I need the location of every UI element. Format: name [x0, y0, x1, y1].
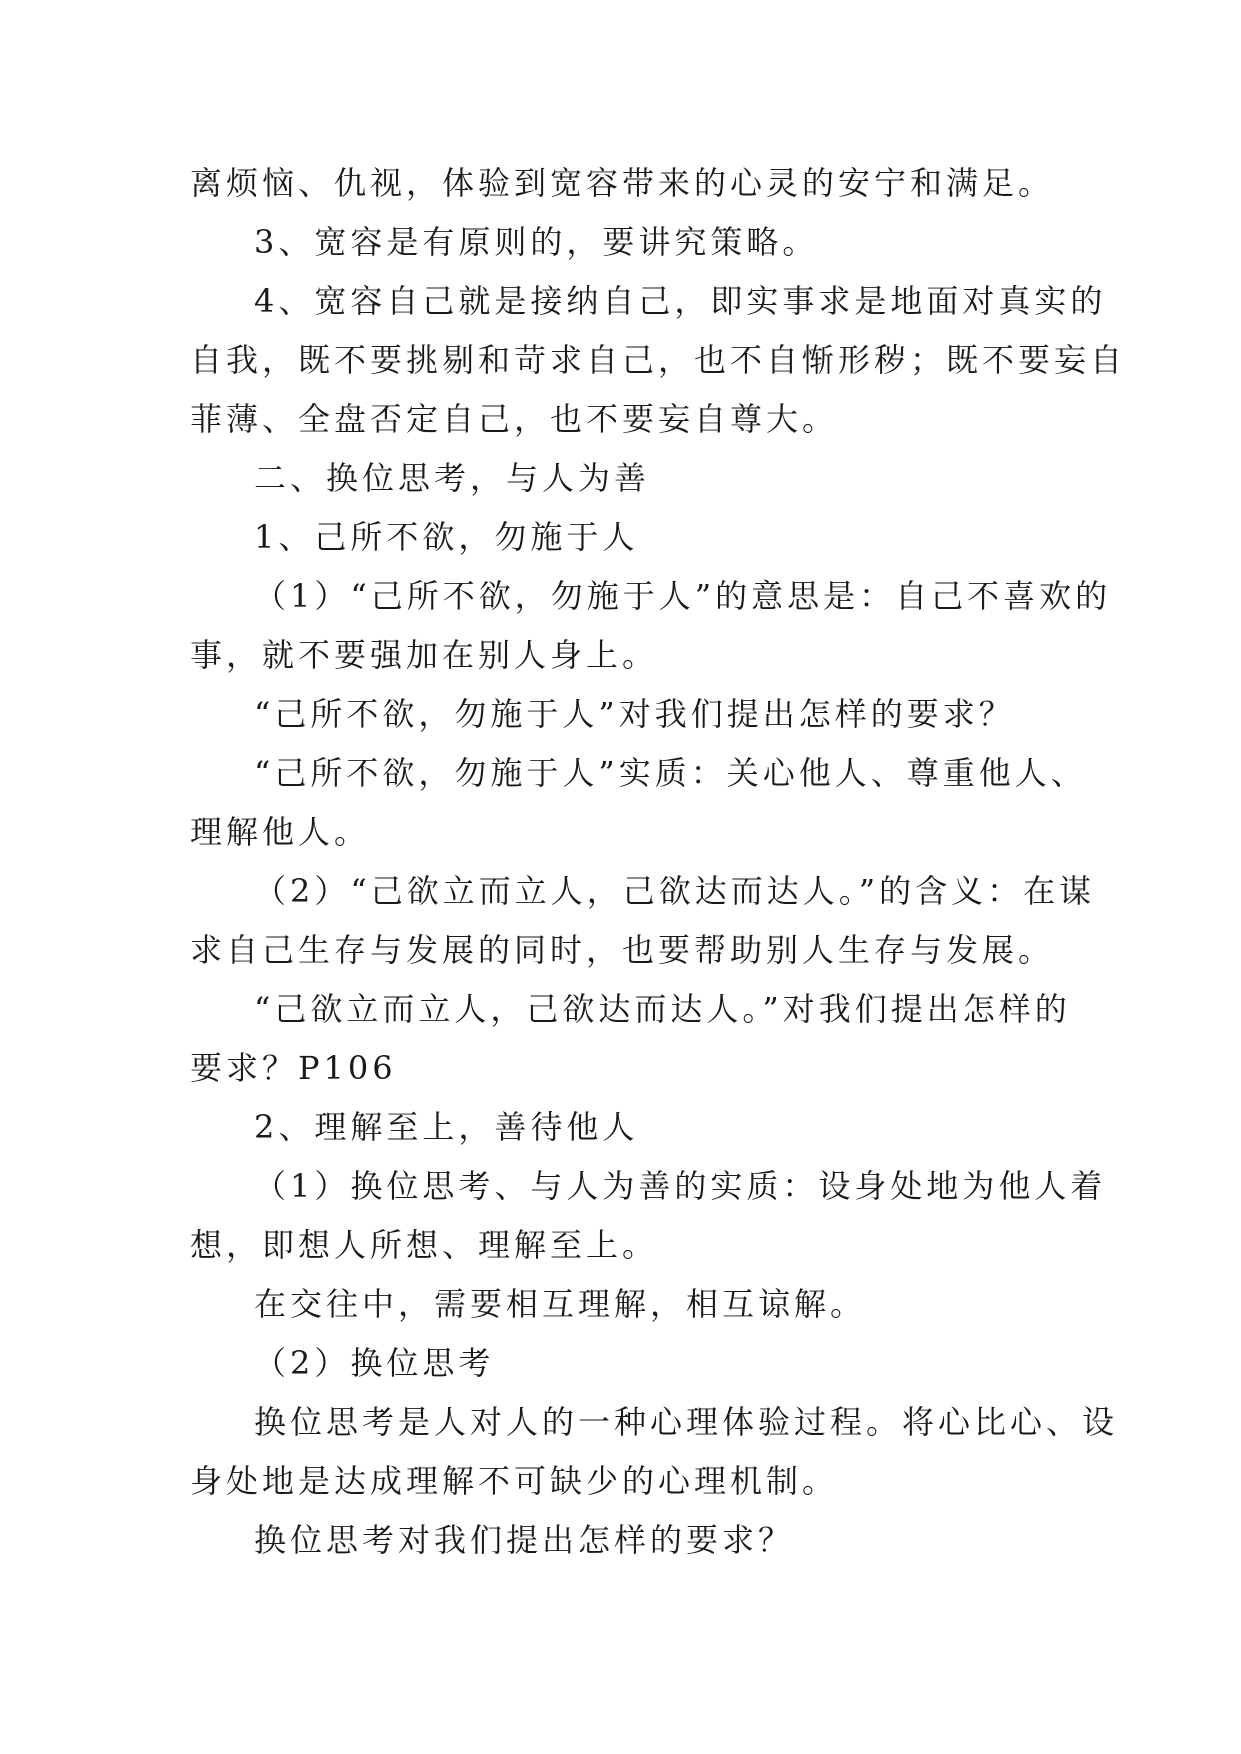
text-line: 事，就不要强加在别人身上。	[190, 636, 659, 674]
text-line: （2）换位思考	[254, 1344, 495, 1382]
text-line: 身处地是达成理解不可缺少的心理机制。	[190, 1462, 839, 1500]
subsection-heading: 1、己所不欲，勿施于人	[254, 518, 639, 556]
text-line: 3、宽容是有原则的，要讲究策略。	[254, 223, 819, 261]
document-body	[190, 154, 1127, 1570]
text-line: 菲薄、全盘否定自己，也不要妄自尊大。	[190, 400, 839, 438]
text-line: 想，即想人所想、理解至上。	[190, 1226, 659, 1264]
text-line: 4、宽容自己就是接纳自己，即实事求是地面对真实的	[254, 282, 1107, 320]
text-line: “己欲立而立人，己欲达而达人。”对我们提出怎样的	[254, 990, 1071, 1028]
text-line: 自我，既不要挑剔和苛求自己，也不自惭形秽；既不要妄自	[190, 341, 1127, 379]
text-line: “己所不欲，勿施于人”对我们提出怎样的要求？	[254, 695, 1015, 733]
text-line: 在交往中，需要相互理解，相互谅解。	[254, 1285, 867, 1323]
text-line: “己所不欲，勿施于人”实质：关心他人、尊重他人、	[254, 754, 1087, 792]
text-line: （1）换位思考、与人为善的实质：设身处地为他人着	[254, 1167, 1107, 1205]
section-heading: 二、换位思考，与人为善	[254, 459, 651, 497]
text-line: 理解他人。	[190, 813, 371, 851]
text-line: 换位思考对我们提出怎样的要求？	[254, 1521, 795, 1559]
text-line: 求自己生存与发展的同时，也要帮助别人生存与发展。	[190, 931, 1055, 969]
text-line: （2）“己欲立而立人，己欲达而达人。”的含义：在谋	[254, 872, 1096, 910]
text-line: 要求？P106	[190, 1049, 397, 1087]
text-line: 离烦恼、仇视，体验到宽容带来的心灵的安宁和满足。	[190, 164, 1055, 202]
text-line: 换位思考是人对人的一种心理体验过程。将心比心、设	[254, 1403, 1119, 1441]
text-line: （1）“己所不欲，勿施于人”的意思是：自己不喜欢的	[254, 577, 1112, 615]
subsection-heading: 2、理解至上，善待他人	[254, 1108, 639, 1146]
